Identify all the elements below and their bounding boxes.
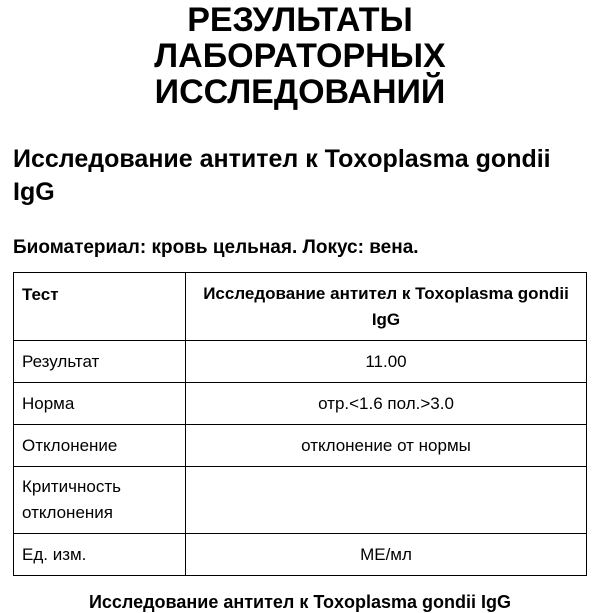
table-row-criticality bbox=[14, 467, 587, 534]
units-value: МЕ/мл bbox=[186, 534, 587, 576]
table-row-deviation bbox=[14, 425, 587, 467]
table-row-norm bbox=[14, 383, 587, 425]
criticality-label: Критичность отклонения bbox=[14, 467, 186, 534]
result-value: 11.00 bbox=[186, 341, 587, 383]
units-label: Ед. изм. bbox=[14, 534, 186, 576]
page-title-line-2: ЛАБОРАТОРНЫХ bbox=[154, 37, 446, 75]
page-title-line-3: ИССЛЕДОВАНИЙ bbox=[154, 73, 446, 111]
page-title bbox=[0, 2, 600, 110]
table-row-units bbox=[14, 534, 587, 576]
deviation-label: Отклонение bbox=[14, 425, 186, 467]
norm-label: Норма bbox=[14, 383, 186, 425]
table-row-result bbox=[14, 341, 587, 383]
results-table bbox=[13, 272, 587, 576]
result-label: Результат bbox=[14, 341, 186, 383]
deviation-value: отклонение от нормы bbox=[186, 425, 587, 467]
header-test-name: Исследование антител к Toxoplasma gondii IgG bbox=[186, 273, 587, 341]
test-heading: Исследование антител к Toxoplasma gondii IgG bbox=[13, 145, 551, 206]
biomaterial-info: Биоматериал: кровь цельная. Локус: вена. bbox=[13, 237, 419, 258]
header-test-label: Тест bbox=[14, 273, 186, 341]
table-header-row bbox=[14, 273, 587, 341]
page-title-line-1: РЕЗУЛЬТАТЫ bbox=[187, 1, 413, 39]
criticality-value bbox=[186, 467, 587, 534]
norm-value: отр.<1.6 пол.>3.0 bbox=[186, 383, 587, 425]
bottom-caption: Исследование антител к Toxoplasma gondii IgG bbox=[88, 592, 512, 612]
